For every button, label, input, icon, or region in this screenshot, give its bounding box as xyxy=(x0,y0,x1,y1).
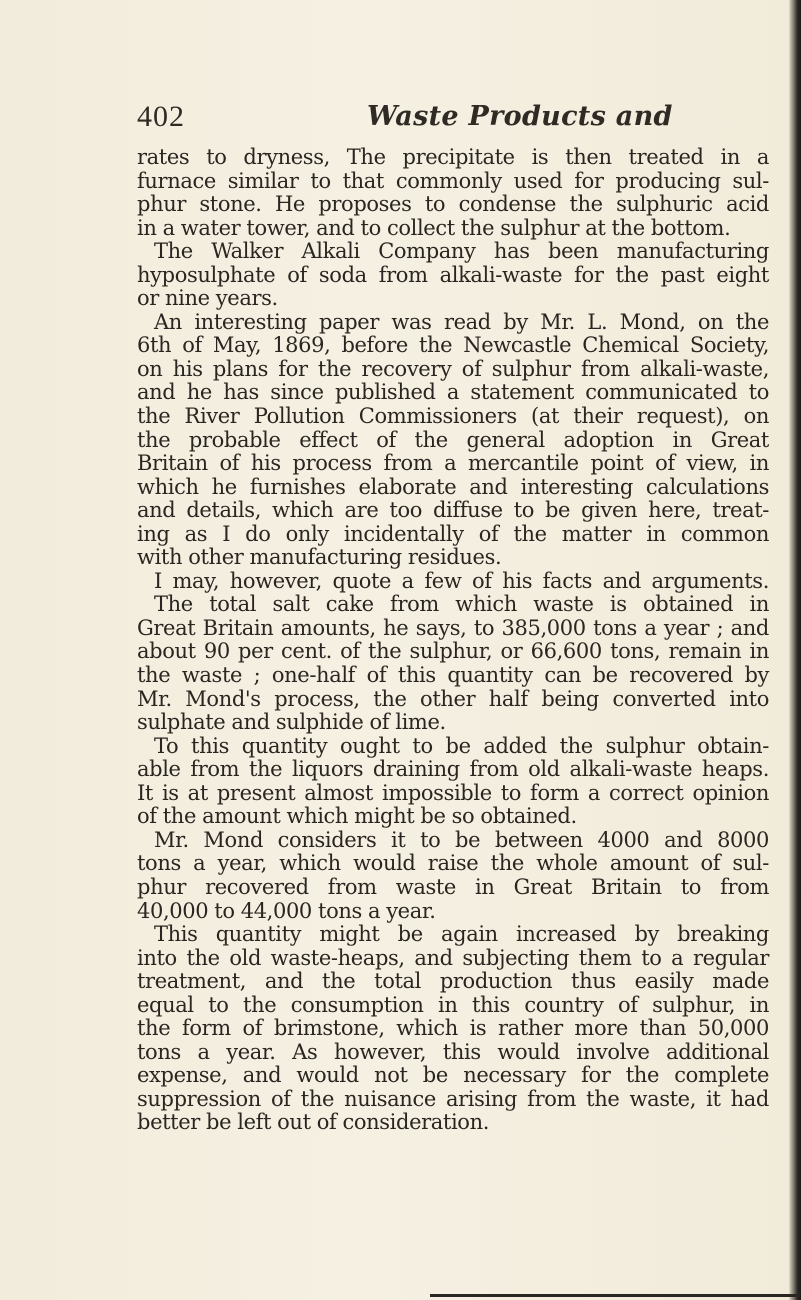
text-line: Mr. Mond's process, the other half being converted into xyxy=(137,686,769,711)
text-line: on his plans for the recovery of sulphur from alkali-waste, xyxy=(137,356,769,381)
text-line: suppression of the nuisance arising from the waste, it had xyxy=(137,1086,769,1111)
text-line: able from the liquors draining from old alkali-waste heaps. xyxy=(137,757,769,782)
text-line: rates to dryness, The precipitate is then treated in a xyxy=(137,145,769,169)
text-line: ing as I do only incidentally of the matter in common xyxy=(137,521,769,546)
text-line: phur stone. He proposes to condense the sulphuric acid xyxy=(137,192,769,217)
text-line: phur recovered from waste in Great Britain to from xyxy=(137,874,769,899)
text-line: The total salt cake from which waste is obtained in xyxy=(154,592,769,617)
page-bottom-edge xyxy=(430,1294,800,1297)
text-line: An interesting paper was read by Mr. L. Mond, on the xyxy=(154,309,769,334)
text-line: I may, however, quote a few of his facts and arguments. xyxy=(154,568,769,593)
page-edge-shadow xyxy=(789,0,801,1300)
text-line: This quantity might be again increased by breaking xyxy=(154,922,769,947)
page-header xyxy=(137,100,677,142)
text-line: It is at present almost impossible to form a correct opinion xyxy=(137,780,769,805)
text-line: into the old waste-heaps, and subjecting them to a regular xyxy=(137,945,769,970)
text-line: and details, which are too diffuse to be given here, treat- xyxy=(137,498,769,523)
text-line: The Walker Alkali Company has been manufacturing xyxy=(154,239,769,264)
text-line: or nine years. xyxy=(137,286,278,311)
page-number: 402 xyxy=(137,100,185,133)
text-line: Britain of his process from a mercantile point of view, in xyxy=(137,451,769,476)
text-line: with other manufacturing residues. xyxy=(137,545,502,570)
text-line: To this quantity ought to be added the sulphur obtain- xyxy=(154,733,769,758)
text-line: of the amount which might be so obtained. xyxy=(137,804,577,829)
text-line: in a water tower, and to collect the sulphur at the bottom. xyxy=(137,215,731,240)
text-line: and he has since published a statement communicated to xyxy=(137,380,769,405)
text-line: better be left out of consideration. xyxy=(137,1110,490,1135)
text-line: furnace similar to that commonly used for producing sul- xyxy=(137,168,769,193)
text-line: tons a year, which would raise the whole amount of sul- xyxy=(137,851,769,876)
text-line: treatment, and the total production thus easily made xyxy=(137,969,769,994)
text-line: hyposulphate of soda from alkali-waste for the past eight xyxy=(137,262,769,287)
text-line: the River Pollution Commissioners (at their request), on xyxy=(137,404,769,429)
text-line: the waste ; one-half of this quantity can be recovered by xyxy=(137,663,769,688)
text-line: 6th of May, 1869, before the Newcastle Chemical Society, xyxy=(137,333,769,358)
text-line: sulphate and sulphide of lime. xyxy=(137,710,446,735)
body-text xyxy=(137,146,769,1135)
text-line: Mr. Mond considers it to be between 4000 and 8000 xyxy=(154,827,769,852)
text-line: the form of brimstone, which is rather more than 50,000 xyxy=(137,1016,769,1041)
text-line: 40,000 to 44,000 tons a year. xyxy=(137,898,436,923)
running-title: Waste Products and xyxy=(367,101,673,132)
text-line: expense, and would not be necessary for the complete xyxy=(137,1063,769,1088)
text-line: Great Britain amounts, he says, to 385,000 tons a year ; and xyxy=(137,615,769,640)
text-line: which he furnishes elaborate and interesting calculations xyxy=(137,474,769,499)
text-line: equal to the consumption in this country of sulphur, in xyxy=(137,992,769,1017)
text-line: about 90 per cent. of the sulphur, or 66,600 tons, remain in xyxy=(137,639,769,664)
text-line: the probable effect of the general adoption in Great xyxy=(137,427,769,452)
text-line: tons a year. As however, this would involve additional xyxy=(137,1039,769,1064)
